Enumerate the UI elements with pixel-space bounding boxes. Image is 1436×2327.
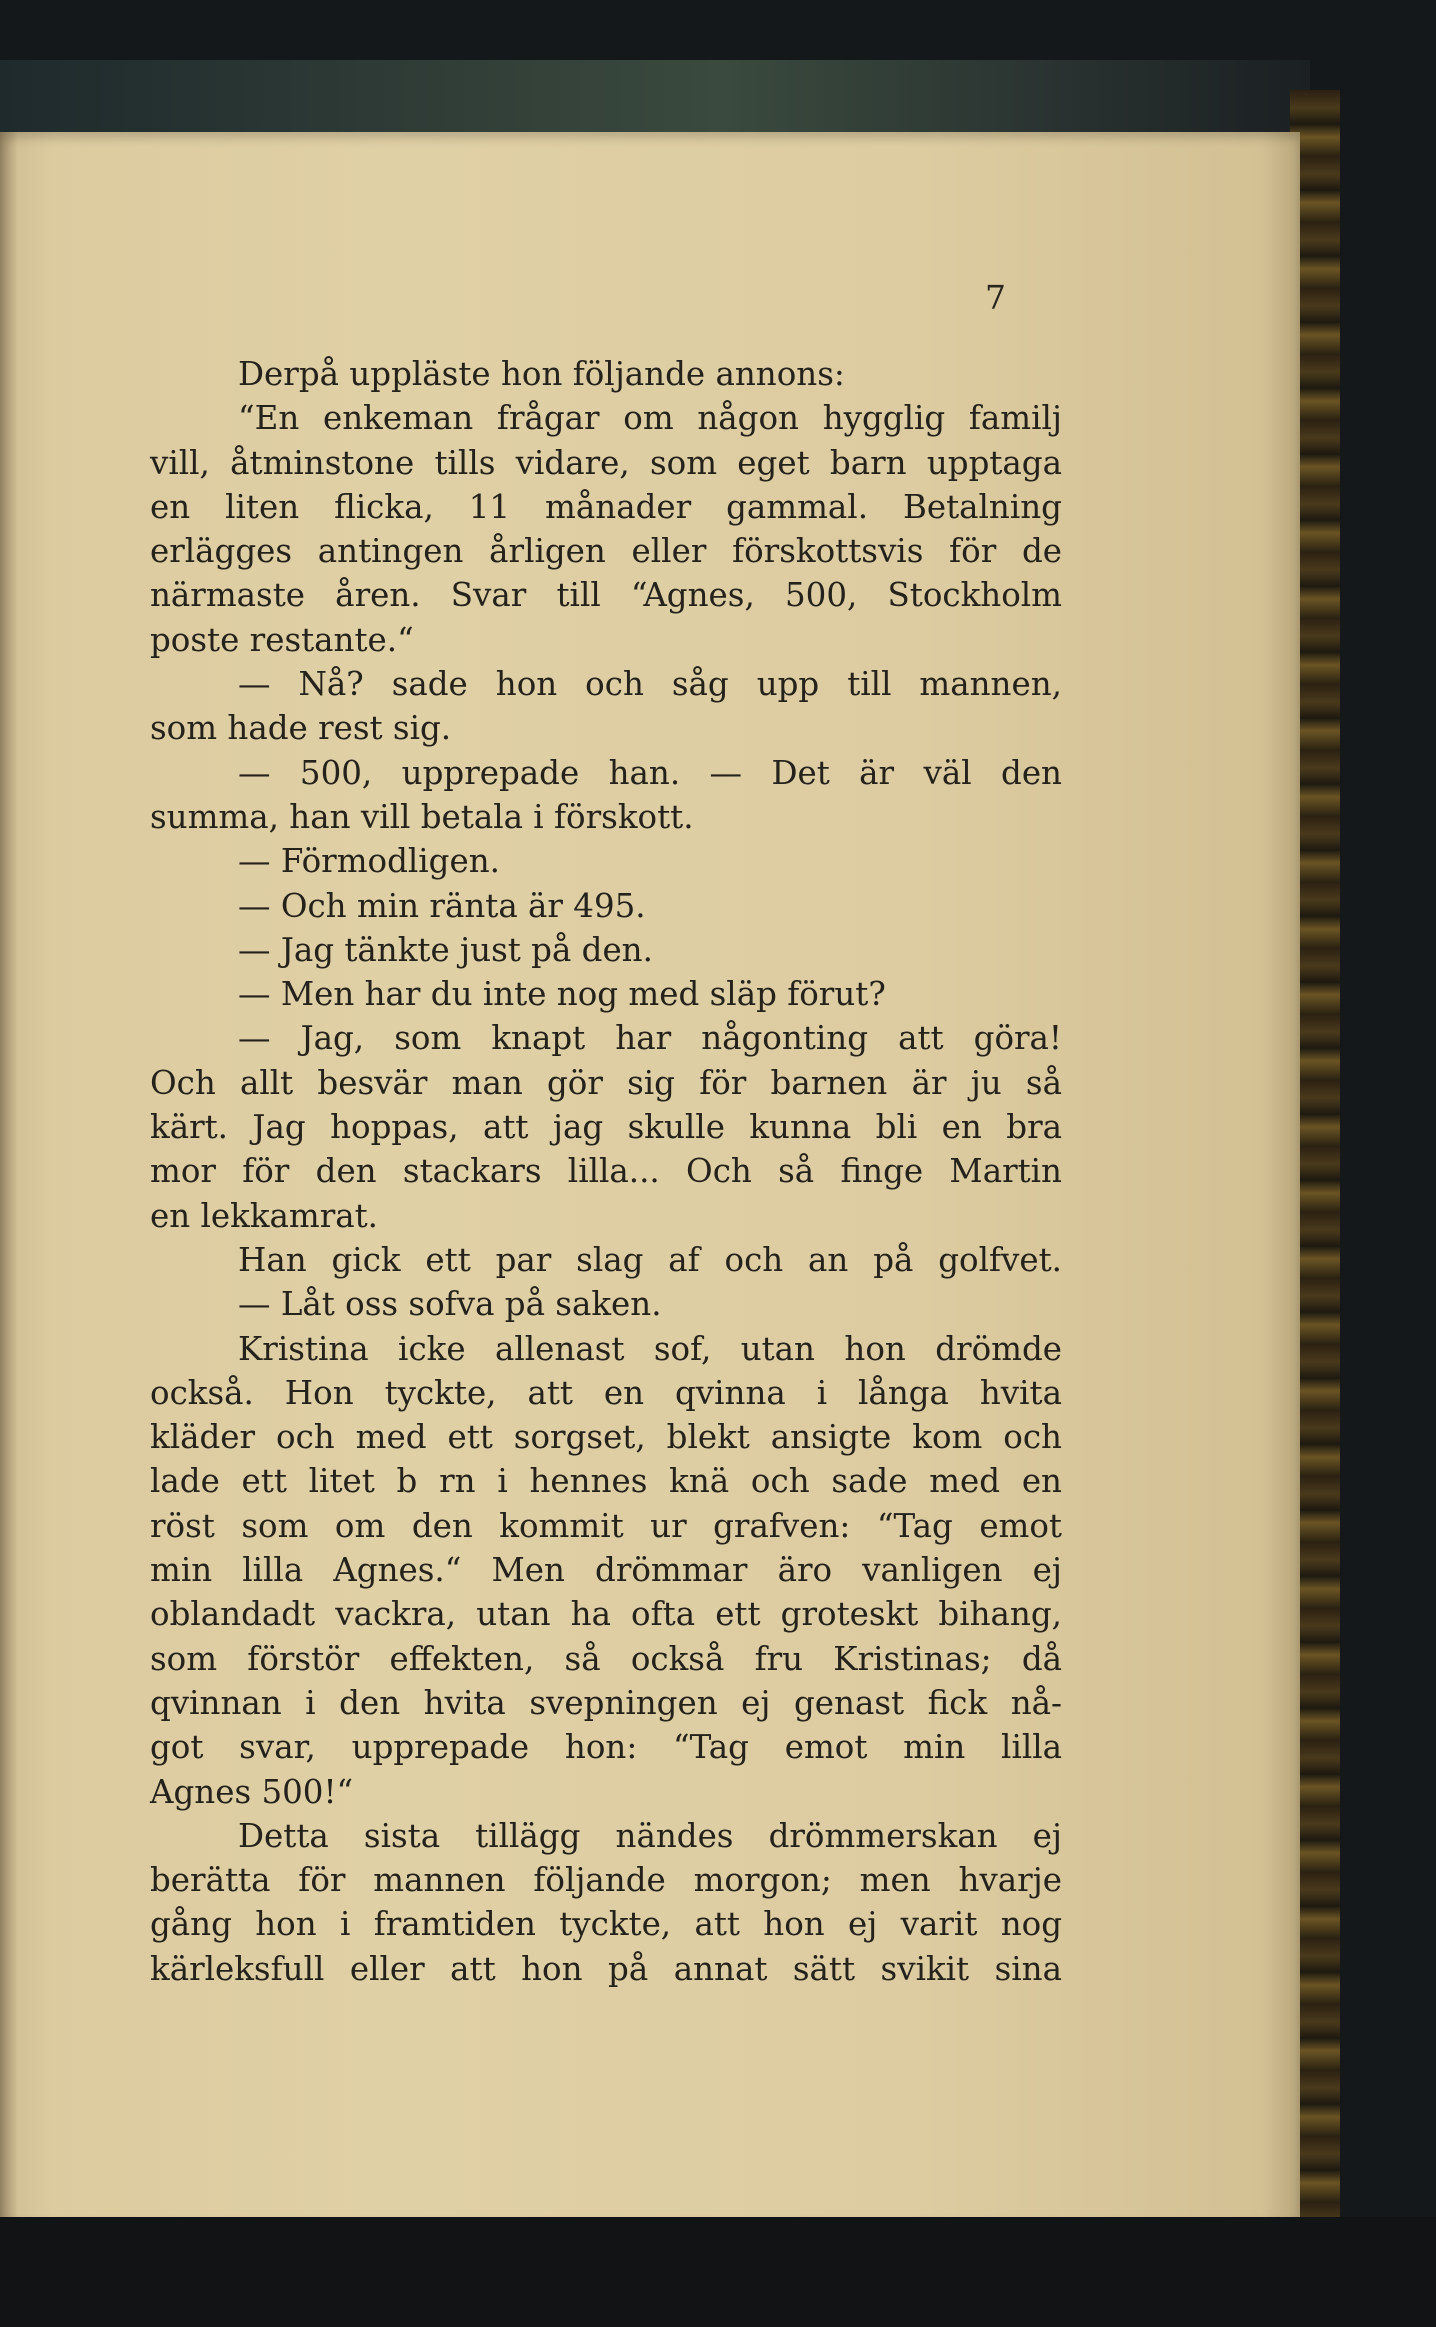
text-line: — Förmodligen. <box>238 842 500 881</box>
text-line: — 500, upprepade han. — Det är väl den <box>238 753 1062 792</box>
text-line: kärt. Jag hoppas, att jag skulle kunna bli en bra <box>150 1108 1062 1147</box>
text-line: — Och min ränta är 495. <box>238 886 646 925</box>
text-line: oblandadt vackra, utan ha ofta ett groteskt bihang, <box>150 1595 1062 1634</box>
text-line: röst som om den kommit ur grafven: “Tag emot <box>150 1506 1062 1545</box>
text-line: kläder och med ett sorgset, blekt ansigte kom och <box>150 1418 1062 1457</box>
text-line: också. Hon tyckte, att en qvinna i långa hvita <box>150 1373 1062 1412</box>
text-line: summa, han vill betala i förskott. <box>150 797 694 836</box>
text-line: gång hon i framtiden tyckte, att hon ej varit nog <box>150 1905 1062 1944</box>
text-line: — Nå? sade hon och såg upp till mannen, <box>238 665 1062 704</box>
text-line: qvinnan i den hvita svepningen ej genast fick nå- <box>150 1683 1062 1722</box>
text-line: Derpå uppläste hon följande annons: <box>238 355 845 393</box>
text-line: Kristina icke allenast sof, utan hon drömde <box>238 1329 1062 1368</box>
text-line: erlägges antingen årligen eller förskottsvis för de <box>150 532 1062 571</box>
text-line: poste restante.“ <box>150 620 414 659</box>
body-text <box>150 352 1062 1991</box>
text-line: — Jag, som knapt har någonting att göra! <box>238 1019 1062 1058</box>
text-line: som hade rest sig. <box>150 709 452 748</box>
text-line: Detta sista tillägg nändes drömmerskan ej <box>238 1816 1062 1855</box>
text-line: Agnes 500!“ <box>150 1772 354 1811</box>
book-page <box>0 132 1300 2217</box>
book-cover-edge <box>0 60 1310 140</box>
text-line: mor för den stackars lilla... Och så finge Martin <box>150 1152 1062 1191</box>
page-number: 7 <box>985 278 1006 317</box>
text-line: Och allt besvär man gör sig för barnen är ju så <box>150 1063 1062 1102</box>
text-line: kärleksfull eller att hon på annat sätt svikit sina <box>150 1949 1062 1988</box>
text-line: närmaste åren. Svar till “Agnes, 500, Stockholm <box>150 576 1062 615</box>
text-line: — Jag tänkte just på den. <box>238 930 653 969</box>
text-line: got svar, upprepade hon: “Tag emot min lilla <box>150 1728 1062 1767</box>
text-line: en lekkamrat. <box>150 1196 379 1235</box>
text-line: — Men har du inte nog med släp förut? <box>238 975 886 1014</box>
spine-shadow <box>0 132 18 2217</box>
text-line: “En enkeman frågar om någon hygglig familj <box>238 399 1062 438</box>
text-line: vill, åtminstone tills vidare, som eget barn upptaga <box>150 443 1062 482</box>
text-line: — Låt oss sofva på saken. <box>238 1285 662 1324</box>
text-line: som förstör effekten, så också fru Kristinas; då <box>150 1639 1062 1678</box>
background-strip <box>0 2217 1436 2327</box>
text-line: berätta för mannen följande morgon; men hvarje <box>150 1861 1062 1900</box>
text-line: lade ett litet b rn i hennes knä och sade med en <box>150 1462 1062 1501</box>
text-line: Han gick ett par slag af och an på golfvet. <box>238 1240 1062 1279</box>
text-line: min lilla Agnes.“ Men drömmar äro vanligen ej <box>150 1551 1062 1590</box>
text-line: en liten flicka, 11 månader gammal. Betalning <box>150 487 1062 526</box>
